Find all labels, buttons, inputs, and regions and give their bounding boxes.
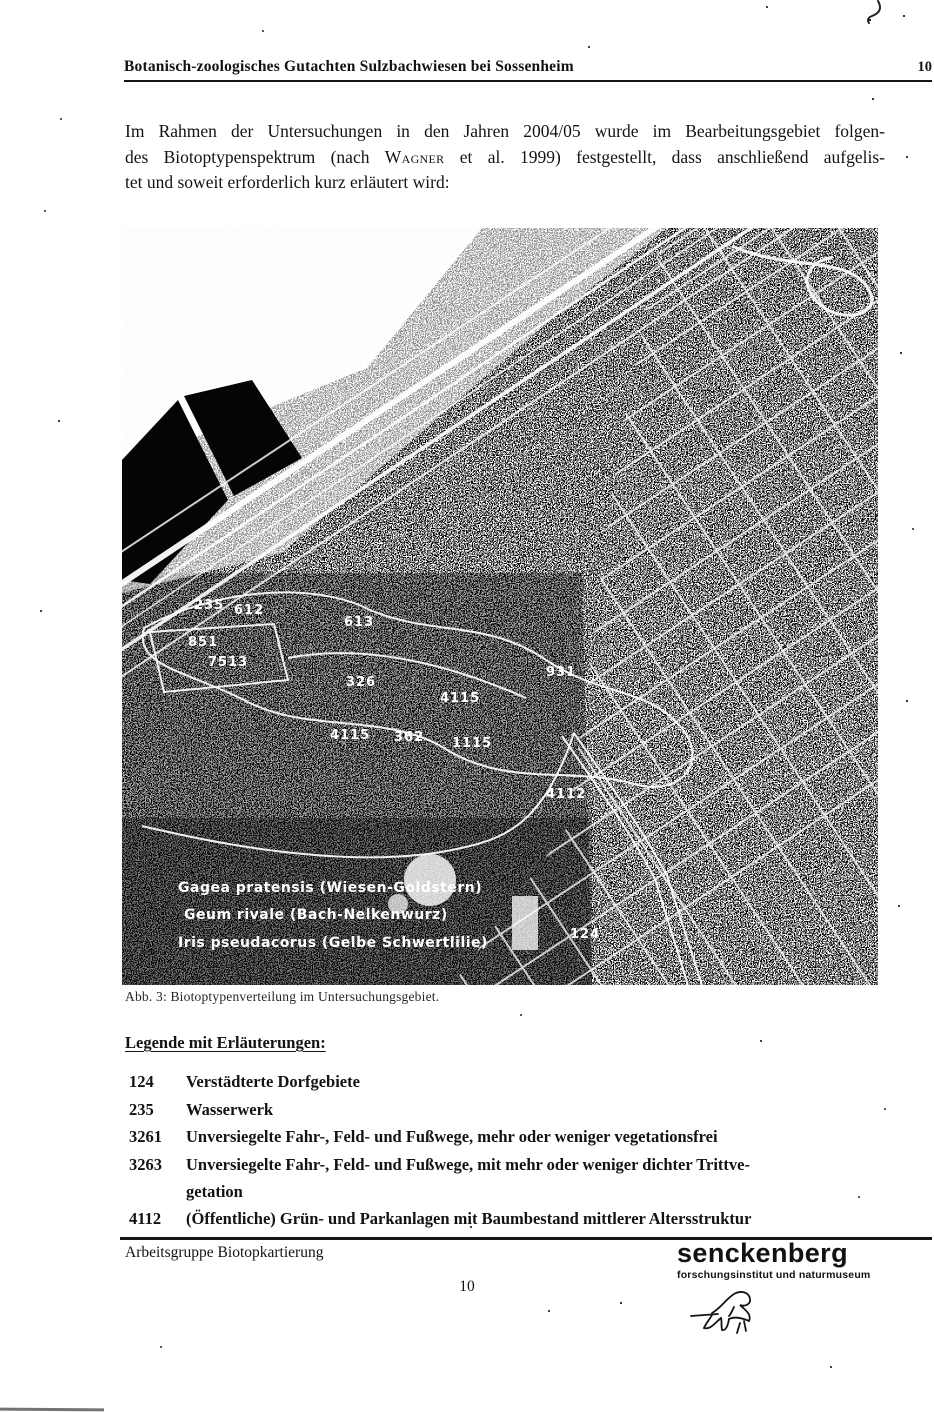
report-title: Botanisch-zoologisches Gutachten Sulzbachwiesen bei Sossenheim <box>124 58 574 75</box>
map-code-label: 613 <box>344 615 375 630</box>
legend-list <box>129 1068 891 1233</box>
senckenberg-wordmark: senckenberg <box>677 1238 848 1268</box>
page-header <box>124 58 932 82</box>
map-code-label: 326 <box>346 675 377 690</box>
author-smallcaps: Wagner <box>384 146 445 167</box>
legend-item-code: 4112 <box>129 1209 162 1228</box>
map-code-label: 612 <box>234 603 265 618</box>
map-code-label: 235 <box>194 598 225 613</box>
aerial-photo-map <box>122 228 878 985</box>
intro-line-1: Im Rahmen der Untersuchungen in den Jahren 2004/05 wurde im Bearbeitungsgebiet folgen- <box>125 121 885 141</box>
legend-item-code: 3261 <box>129 1127 162 1146</box>
legend-item <box>129 1068 891 1095</box>
legend-item-label: Wasserwerk <box>186 1099 274 1119</box>
footer-workgroup: Arbeitsgruppe Biotopkartierung <box>125 1244 324 1261</box>
legend-item-code: 3263 <box>129 1154 162 1174</box>
map-code-label: 7513 <box>208 655 249 670</box>
species-legend-line: Gagea pratensis (Wiesen-Goldstern) <box>178 880 483 896</box>
legend-item-label: (Öffentliche) Grün- und Parkanlagen mit Baumbestand mittlerer Altersstruktur <box>186 1209 752 1228</box>
legend-item <box>129 1151 891 1205</box>
legend-item-label: Unversiegelte Fahr-, Feld- und Fußwege, mit mehr oder weniger dichter Trittve- getation <box>186 1154 750 1201</box>
map-code-label: 4115 <box>330 728 371 743</box>
species-legend-line: Geum rivale (Bach-Nelkenwurz) <box>184 907 448 923</box>
map-code-label: 4115 <box>440 691 481 706</box>
legend-item-code: 235 <box>129 1099 154 1119</box>
legend-item-label: Unversiegelte Fahr-, Feld- und Fußwege, mehr oder weniger vegetationsfrei <box>186 1127 718 1146</box>
legend-item-label: Verstädterte Dorfgebiete <box>186 1072 360 1091</box>
intro-line-2: des Biotoptypenspektrum (nach Wagner et al. 1999) festgestellt, dass anschließend aufgelis- <box>125 146 885 167</box>
bright-blob <box>512 896 538 950</box>
map-code-label: 4112 <box>546 787 587 802</box>
pen-mark-icon <box>858 0 884 31</box>
legend-item <box>129 1123 891 1150</box>
header-page-number: 10 <box>917 59 932 75</box>
scan-edge-smudge <box>0 1408 104 1412</box>
intro-line-3: tet und soweit erforderlich kurz erläutert wird: <box>125 172 450 192</box>
map-code-label: 124 <box>570 927 601 942</box>
map-code-label: 362 <box>394 730 425 745</box>
species-legend-line: Iris pseudacorus (Gelbe Schwertlilie) <box>178 935 488 951</box>
map-code-label: 1115 <box>452 736 493 751</box>
footer-page-number: 10 <box>459 1278 475 1295</box>
intro-paragraph <box>125 119 885 196</box>
map-code-label: 931 <box>546 665 577 680</box>
biotope-map-figure <box>122 228 878 985</box>
legend-item <box>129 1096 891 1123</box>
map-code-label: 851 <box>188 635 219 650</box>
legend-item-code: 124 <box>129 1072 154 1091</box>
legend-item <box>129 1205 891 1232</box>
figure-caption: Abb. 3: Biotoptypenverteilung im Untersuchungsgebiet. <box>125 989 440 1004</box>
senckenberg-subtitle: forschungsinstitut und naturmuseum <box>677 1269 871 1281</box>
legend-heading: Legende mit Erläuterungen: <box>125 1033 326 1052</box>
senckenberg-brand <box>677 1238 907 1281</box>
